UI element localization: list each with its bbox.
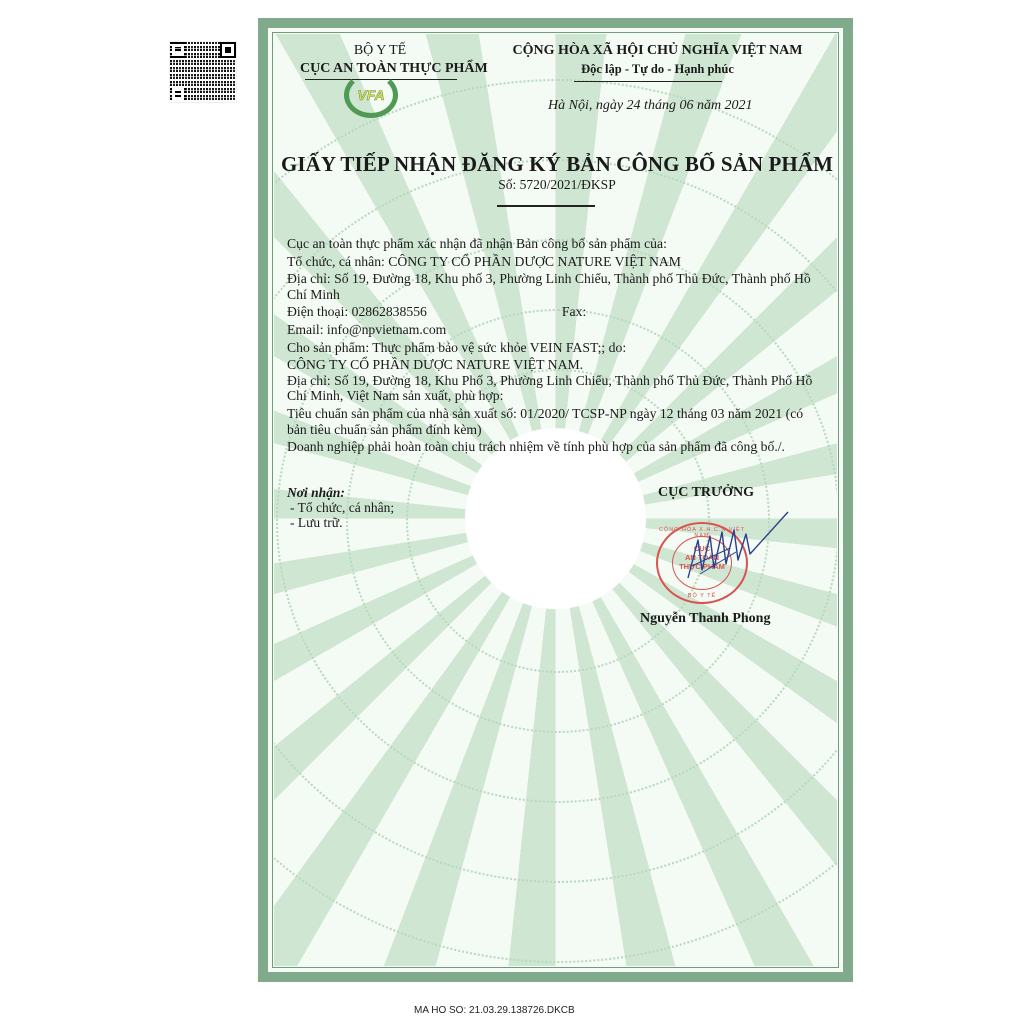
motto-underline	[574, 81, 722, 82]
stamp-rim-top: CỘNG HÒA X.H.C.N VIỆT NAM	[658, 527, 746, 539]
product: Cho sản phẩm: Thực phẩm bảo vệ sức khỏe VEIN FAST;; do:	[287, 339, 627, 355]
signer-name: Nguyễn Thanh Phong	[640, 611, 771, 626]
agency-name: CỤC AN TOÀN THỰC PHẨM	[300, 61, 488, 76]
title-underline	[497, 205, 595, 207]
ministry-name: BỘ Y TẾ	[353, 43, 407, 58]
vfa-logo-text: VFA	[357, 87, 385, 103]
phone: Điện thoại: 02862838556	[287, 304, 427, 320]
recipient-item: - Lưu trữ.	[290, 515, 343, 530]
recipients	[287, 485, 394, 530]
product-standard: Tiêu chuẩn sản phẩm của nhà sản xuất số: 01/2020/ TCSP-NP ngày 12 tháng 03 năm 2021 (có bản tiêu chuẩn sản phẩm đính kèm)	[287, 405, 804, 437]
national-header	[500, 42, 815, 78]
stamp-center: CỤC AN TOÀN THỰC PHẨM	[679, 544, 725, 571]
document-body	[287, 236, 817, 455]
manufacturer-address: Địa chỉ: Số 19, Đường 18, Khu Phố 3, Phường Linh Chiểu, Thành phố Thủ Đức, Thành Phố Hồ Chí Minh, Việt Nam sản xuất, phù hợp:	[287, 372, 813, 404]
organization: Tổ chức, cá nhân: CÔNG TY CỔ PHẦN DƯỢC NATURE VIỆT NAM	[287, 253, 681, 269]
signer-title: CỤC TRƯỞNG	[658, 485, 755, 500]
recipients-label: Nơi nhận:	[287, 485, 345, 500]
fax: Fax:	[561, 304, 587, 320]
country-name: CỘNG HÒA XÃ HỘI CHỦ NGHĨA VIỆT NAM	[512, 43, 803, 58]
intro-text: Cục an toàn thực phẩm xác nhận đã nhận Bản công bố sản phẩm của:	[287, 236, 667, 251]
signature-icon	[660, 508, 790, 598]
issue-date: Hà Nội, ngày 24 tháng 06 năm 2021	[548, 98, 753, 113]
document-number: Số: 5720/2021/ĐKSP	[498, 177, 616, 192]
manufacturer: CÔNG TY CỔ PHẦN DƯỢC NATURE VIỆT NAM.	[287, 357, 584, 373]
recipient-item: - Tổ chức, cá nhân;	[290, 500, 395, 515]
document-title: GIẤY TIẾP NHẬN ĐĂNG KÝ BẢN CÔNG BỐ SẢN PHẨM	[280, 152, 834, 176]
national-motto: Độc lập - Tự do - Hạnh phúc	[581, 62, 734, 76]
responsibility-note: Doanh nghiệp phải hoàn toàn chịu trách nhiệm về tính phù hợp của sản phẩm đã công bố./.	[287, 439, 785, 455]
file-code: MA HO SO: 21.03.29.138726.DKCB	[414, 1005, 575, 1016]
email: Email: info@npvietnam.com	[287, 321, 447, 337]
vfa-logo	[344, 72, 398, 118]
stamp-rim-bottom: BỘ Y TẾ	[687, 593, 717, 599]
organization-address: Địa chỉ: Số 19, Đường 18, Khu phố 3, Phường Linh Chiểu, Thành phố Thủ Đức, Thành phố Hồ Chí Minh	[287, 271, 811, 302]
